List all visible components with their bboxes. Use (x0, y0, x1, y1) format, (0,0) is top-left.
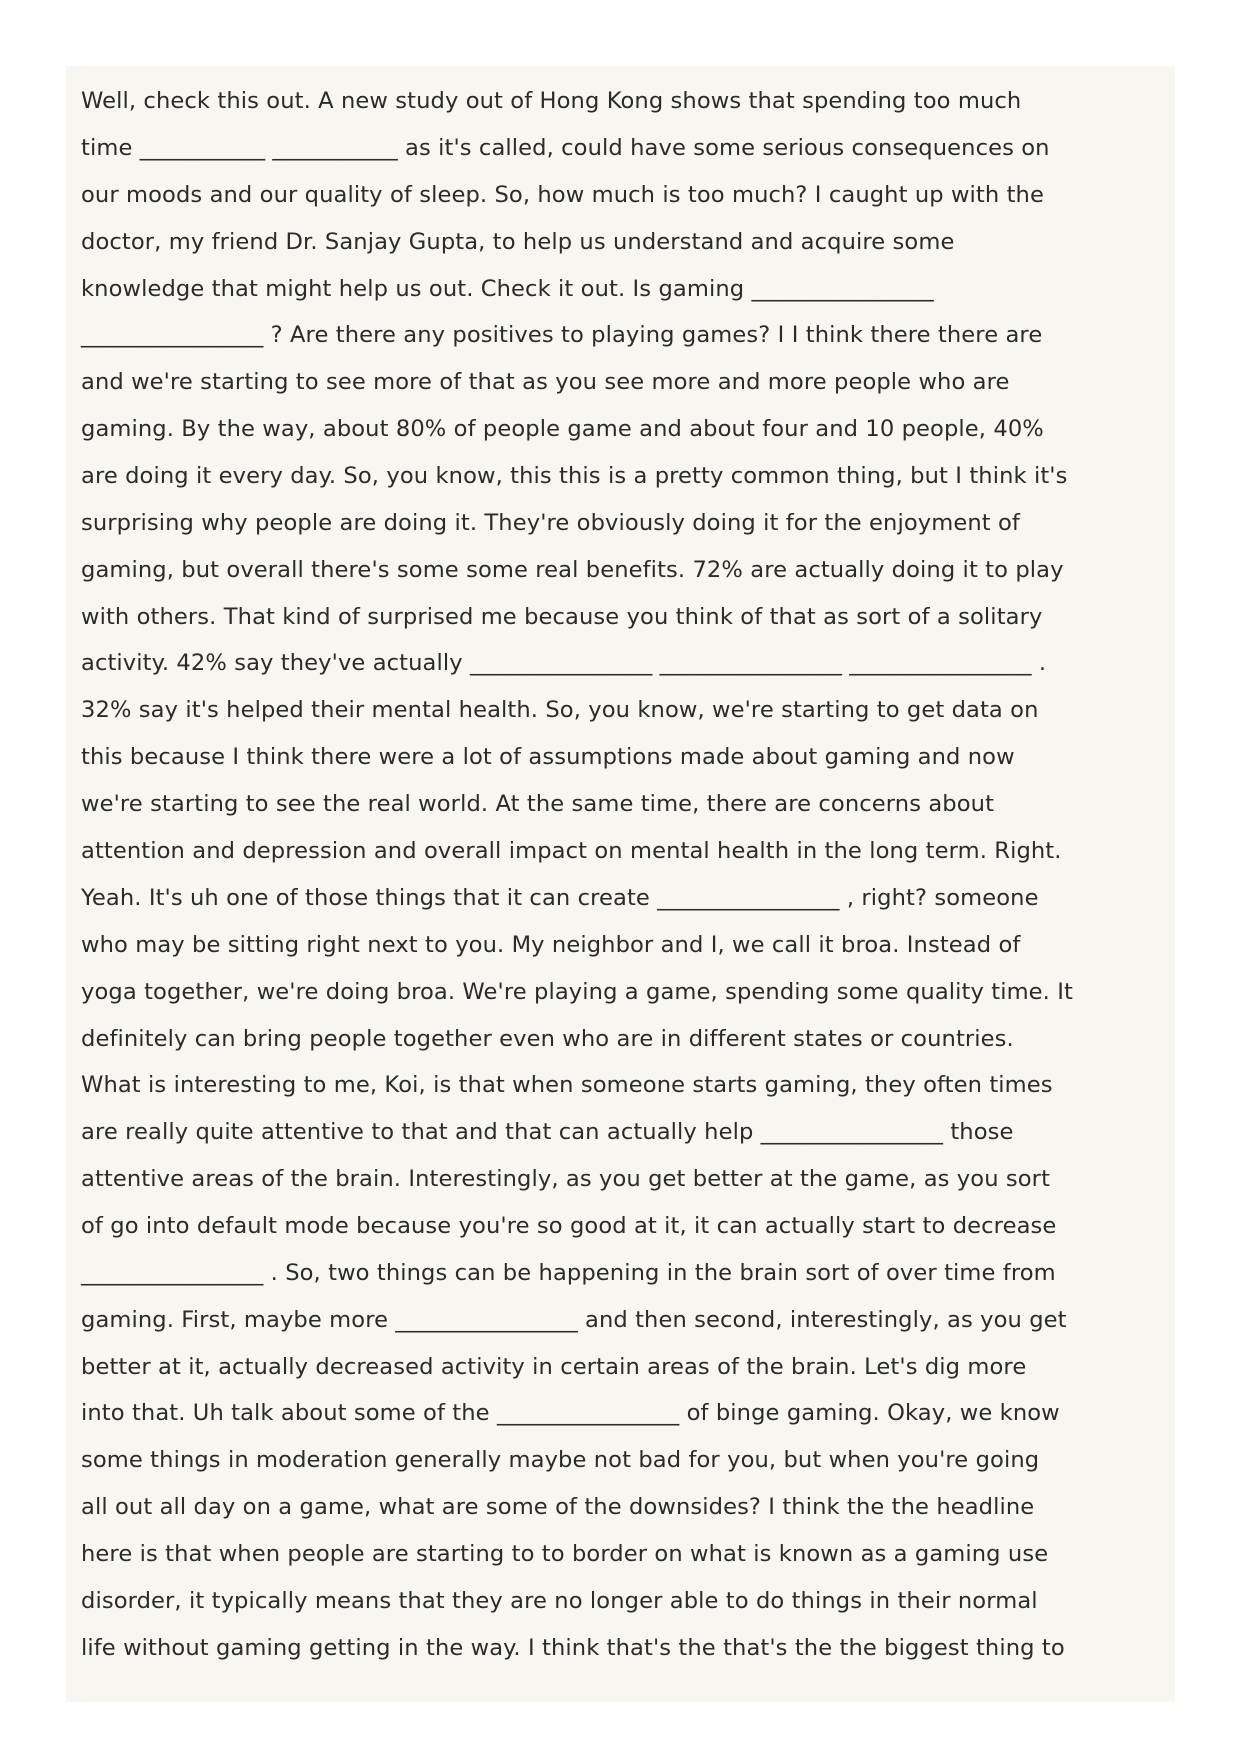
transcript-line: attentive areas of the brain. Interestingly, as you get better at the game, as you sort (81, 1166, 1051, 1192)
transcript-line: activity. 42% say they've actually ________________ ________________ ________________ . (81, 650, 1047, 676)
transcript-line: our moods and our quality of sleep. So, how much is too much? I caught up with the (81, 182, 1044, 208)
transcript-line: ________________ . So, two things can be happening in the brain sort of over time from (81, 1260, 1056, 1286)
transcript-line: knowledge that might help us out. Check it out. Is gaming ________________ (81, 276, 934, 302)
transcript-line: surprising why people are doing it. They're obviously doing it for the enjoyment of (81, 510, 1020, 536)
transcript-line: attention and depression and overall impact on mental health in the long term. Right. (81, 838, 1062, 864)
transcript-line: time ___________ ___________ as it's called, could have some serious consequences on (81, 135, 1050, 161)
transcript-line: all out all day on a game, what are some of the downsides? I think the the headline (81, 1494, 1035, 1520)
transcript-line: ________________ ? Are there any positives to playing games? I I think there there are (81, 322, 1043, 348)
transcript-line: with others. That kind of surprised me because you think of that as sort of a solitary (81, 604, 1043, 630)
transcript-line: are doing it every day. So, you know, this this is a pretty common thing, but I think it's (81, 463, 1068, 489)
transcript-line: Well, check this out. A new study out of Hong Kong shows that spending too much (81, 88, 1022, 114)
transcript-line: yoga together, we're doing broa. We're playing a game, spending some quality time. It (81, 979, 1073, 1005)
transcript-line: we're starting to see the real world. At the same time, there are concerns about (81, 791, 995, 817)
transcript-line: are really quite attentive to that and that can actually help ________________ those (81, 1119, 1014, 1145)
transcript-line: who may be sitting right next to you. My neighbor and I, we call it broa. Instead of (81, 932, 1021, 958)
transcript-line: here is that when people are starting to to border on what is known as a gaming use (81, 1541, 1049, 1567)
transcript-line: What is interesting to me, Koi, is that when someone starts gaming, they often times (81, 1072, 1053, 1098)
transcript-line: gaming, but overall there's some some real benefits. 72% are actually doing it to play (81, 557, 1064, 583)
transcript-line: into that. Uh talk about some of the ________________ of binge gaming. Okay, we know (81, 1400, 1060, 1426)
transcript-line: this because I think there were a lot of assumptions made about gaming and now (81, 744, 1015, 770)
transcript-line: of go into default mode because you're so good at it, it can actually start to decrease (81, 1213, 1057, 1239)
transcript-line: 32% say it's helped their mental health. So, you know, we're starting to get data on (81, 697, 1039, 723)
transcript-line: some things in moderation generally maybe not bad for you, but when you're going (81, 1447, 1040, 1473)
transcript-line: gaming. First, maybe more ________________ and then second, interestingly, as you get (81, 1307, 1067, 1333)
transcript-line: gaming. By the way, about 80% of people game and about four and 10 people, 40% (81, 416, 1044, 442)
transcript-line: disorder, it typically means that they are no longer able to do things in their normal (81, 1588, 1038, 1614)
transcript-line: definitely can bring people together even who are in different states or countries. (81, 1026, 1014, 1052)
transcript-line: better at it, actually decreased activity in certain areas of the brain. Let's dig more (81, 1354, 1027, 1380)
transcript-line: doctor, my friend Dr. Sanjay Gupta, to help us understand and acquire some (81, 229, 955, 255)
transcript-line: Yeah. It's uh one of those things that it can create ________________ , right? someone (81, 885, 1039, 911)
transcript-panel (66, 66, 1175, 1702)
transcript-line: life without gaming getting in the way. I think that's the that's the the biggest thing to (81, 1635, 1065, 1661)
transcript-line: and we're starting to see more of that as you see more and more people who are (81, 369, 1010, 395)
